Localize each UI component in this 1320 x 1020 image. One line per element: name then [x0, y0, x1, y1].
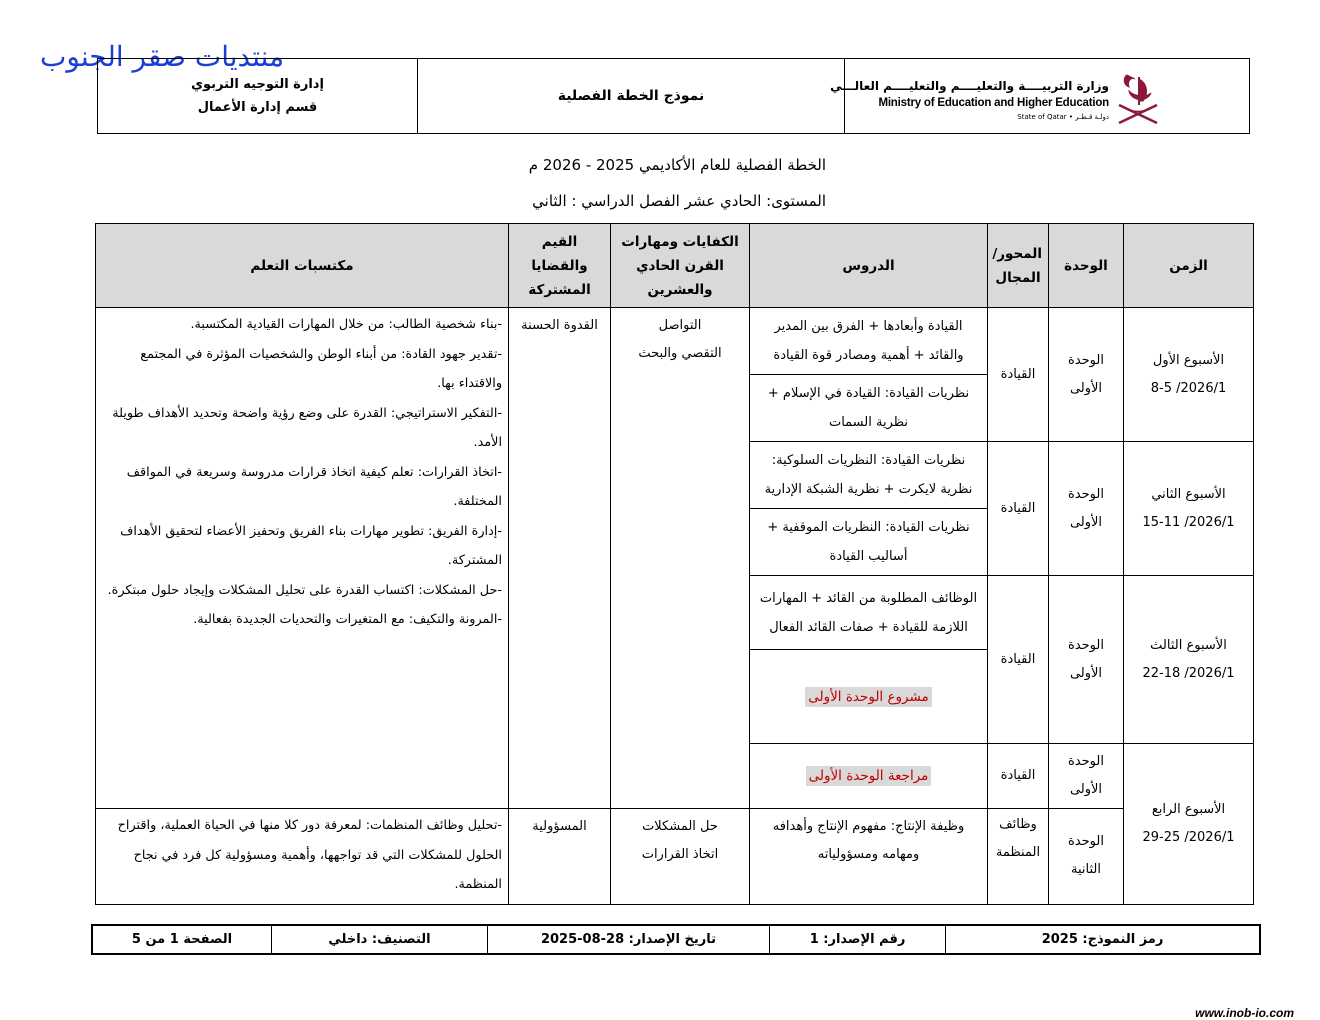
week2-unit: الوحدة الأولى — [1049, 442, 1124, 576]
unit2-value: المسؤولية — [509, 809, 611, 905]
ministry-logo-cell — [830, 59, 1249, 133]
document-footer — [91, 924, 1261, 955]
week4-review-cell — [750, 744, 988, 809]
week1-label: الأسبوع الأول — [1152, 352, 1225, 368]
week1-dates: 2026/1/ 8-5 — [1150, 380, 1227, 396]
qatar-emblem-icon — [1113, 67, 1163, 129]
section-name: قسم إدارة الأعمال — [197, 100, 318, 115]
header-lessons: الدروس — [750, 224, 988, 308]
week4-label: الأسبوع الرابع — [1151, 801, 1226, 817]
week1-lesson2: نظريات القيادة: القيادة في الإسلام + نظرية السمات — [750, 375, 988, 442]
week3-label: الأسبوع الثالث — [1150, 637, 1227, 653]
site-url: www.inob-io.com — [1195, 1006, 1294, 1020]
department-cell — [98, 59, 418, 133]
header-values: القيم والقضايا المشتركة — [509, 224, 611, 308]
week3-dates: 2026/1/ 22-18 — [1142, 665, 1235, 681]
level-title: المستوى: الحادي عشر الفصل الدراسي : الثاني — [532, 192, 826, 210]
week2-lesson1: نظريات القيادة: النظريات السلوكية: نظرية لايكرت + نظرية الشبكة الإدارية — [750, 442, 988, 509]
outcome-item: -بناء شخصية الطالب: من خلال المهارات القيادية المكتسبة. — [190, 317, 502, 332]
week4-axis-b: وظائف المنظمة — [988, 809, 1049, 905]
outcome-item: -حل المشكلات: اكتساب القدرة على تحليل المشكلات وإيجاد حلول مبتكرة. — [107, 582, 502, 598]
footer-issue-date: تاريخ الإصدار: 28-08-2025 — [487, 926, 769, 953]
week4-time-cell — [1124, 744, 1254, 905]
week4-unit-a: الوحدة الأولى — [1049, 744, 1124, 809]
week4-lesson-b: وظيفة الإنتاج: مفهوم الإنتاج وأهدافه ومهامه ومسؤولياته — [750, 809, 988, 905]
department-name: إدارة التوجيه التربوي — [191, 77, 324, 92]
week1-time-cell — [1124, 308, 1254, 442]
outcome-item: -المرونة والتكيف: مع المتغيرات والتحديات الجديدة بفعالية. — [193, 612, 502, 627]
header-time: الزمن — [1124, 224, 1254, 308]
unit1-competency-2: التقصي والبحث — [638, 346, 722, 361]
week3-time-cell — [1124, 576, 1254, 744]
header-unit: الوحدة — [1049, 224, 1124, 308]
header-axis: المحور/ المجال — [988, 224, 1049, 308]
footer-version: رقم الإصدار: 1 — [769, 926, 945, 953]
week3-project-cell — [750, 650, 988, 744]
table-row — [96, 308, 1254, 375]
form-name: نموذج الخطة الفصلية — [557, 88, 705, 104]
outcome-item: -اتخاذ القرارات: تعلم كيفية اتخاذ قرارات مدروسة وسريعة في المواقف المختلفة. — [126, 464, 502, 509]
week1-axis: القيادة — [988, 308, 1049, 442]
week1-unit: الوحدة الأولى — [1049, 308, 1124, 442]
unit2-outcome: -تحليل وظائف المنظمات: لمعرفة دور كلا منها في الحياة العملية، واقتراح الحلول للمشكلات التي قد تواجهها، وأهمية ومسؤولية كل فرد في نجاح المنظمة. — [96, 809, 509, 905]
footer-classification: التصنيف: داخلي — [271, 926, 487, 953]
unit1-competency-1: التواصل — [658, 318, 702, 333]
header-competencies: الكفايات ومهارات القرن الحادي والعشرين — [611, 224, 750, 308]
unit1-outcomes-cell — [96, 308, 509, 809]
ministry-name-english: Ministry of Education and Higher Education — [878, 97, 1109, 109]
state-of-qatar-label: State of Qatar • دولـة قـطـر — [1017, 113, 1109, 121]
ministry-name-arabic: وزارة التربيــــة والتعليــــم والتعليــــم العالـــي — [830, 79, 1109, 93]
semester-plan-table — [95, 223, 1254, 905]
unit1-value: القدوة الحسنة — [509, 308, 611, 809]
watermark-text: منتديات صقر الجنوب — [40, 40, 285, 73]
week4-dates: 2026/1/ 29-25 — [1142, 829, 1235, 845]
footer-page-number: الصفحة 1 من 5 — [131, 932, 233, 947]
unit1-project-label: مشروع الوحدة الأولى — [805, 687, 932, 707]
outcome-item: -إدارة الفريق: تطوير مهارات بناء الفريق وتحفيز الأعضاء لتحقيق الأهداف المشتركة. — [120, 523, 502, 568]
week2-axis: القيادة — [988, 442, 1049, 576]
week4-unit-b: الوحدة الثانية — [1049, 809, 1124, 905]
table-header-row — [96, 224, 1254, 308]
document-header — [97, 58, 1250, 134]
week2-label: الأسبوع الثاني — [1151, 486, 1226, 502]
week2-dates: 2026/1/ 15-11 — [1142, 514, 1235, 530]
week4-axis-a: القيادة — [988, 744, 1049, 809]
header-outcomes: مكتسبات التعلم — [96, 224, 509, 308]
week3-unit: الوحدة الأولى — [1049, 576, 1124, 744]
form-name-cell — [418, 59, 845, 133]
unit2-competencies-cell — [611, 809, 750, 905]
table-row — [96, 809, 1254, 905]
week3-lesson1: الوظائف المطلوبة من القائد + المهارات اللازمة للقيادة + صفات القائد الفعال — [750, 576, 988, 650]
footer-form-code: رمز النموذج: 2025 — [945, 926, 1259, 953]
week3-axis: القيادة — [988, 576, 1049, 744]
outcome-item: -التفكير الاستراتيجي: القدرة على وضع رؤية واضحة وتحديد الأهداف طويلة الأمد. — [112, 405, 502, 450]
week1-lesson1: القيادة وأبعادها + الفرق بين المدير والقائد + أهمية ومصادر قوة القيادة — [750, 308, 988, 375]
plan-title: الخطة الفصلية للعام الأكاديمي 2025 - 2026 م — [528, 156, 826, 174]
outcome-item: -تقدير جهود القادة: من أبناء الوطن والشخصيات المؤثرة في المجتمع والاقتداء بها. — [140, 346, 502, 391]
unit1-competencies-cell — [611, 308, 750, 809]
week2-time-cell — [1124, 442, 1254, 576]
week2-lesson2: نظريات القيادة: النظريات الموقفية + أساليب القيادة — [750, 509, 988, 576]
unit1-review-label: مراجعة الوحدة الأولى — [806, 766, 932, 786]
unit2-competency-1: حل المشكلات — [642, 819, 718, 834]
unit2-competency-2: اتخاذ القرارات — [641, 847, 719, 862]
